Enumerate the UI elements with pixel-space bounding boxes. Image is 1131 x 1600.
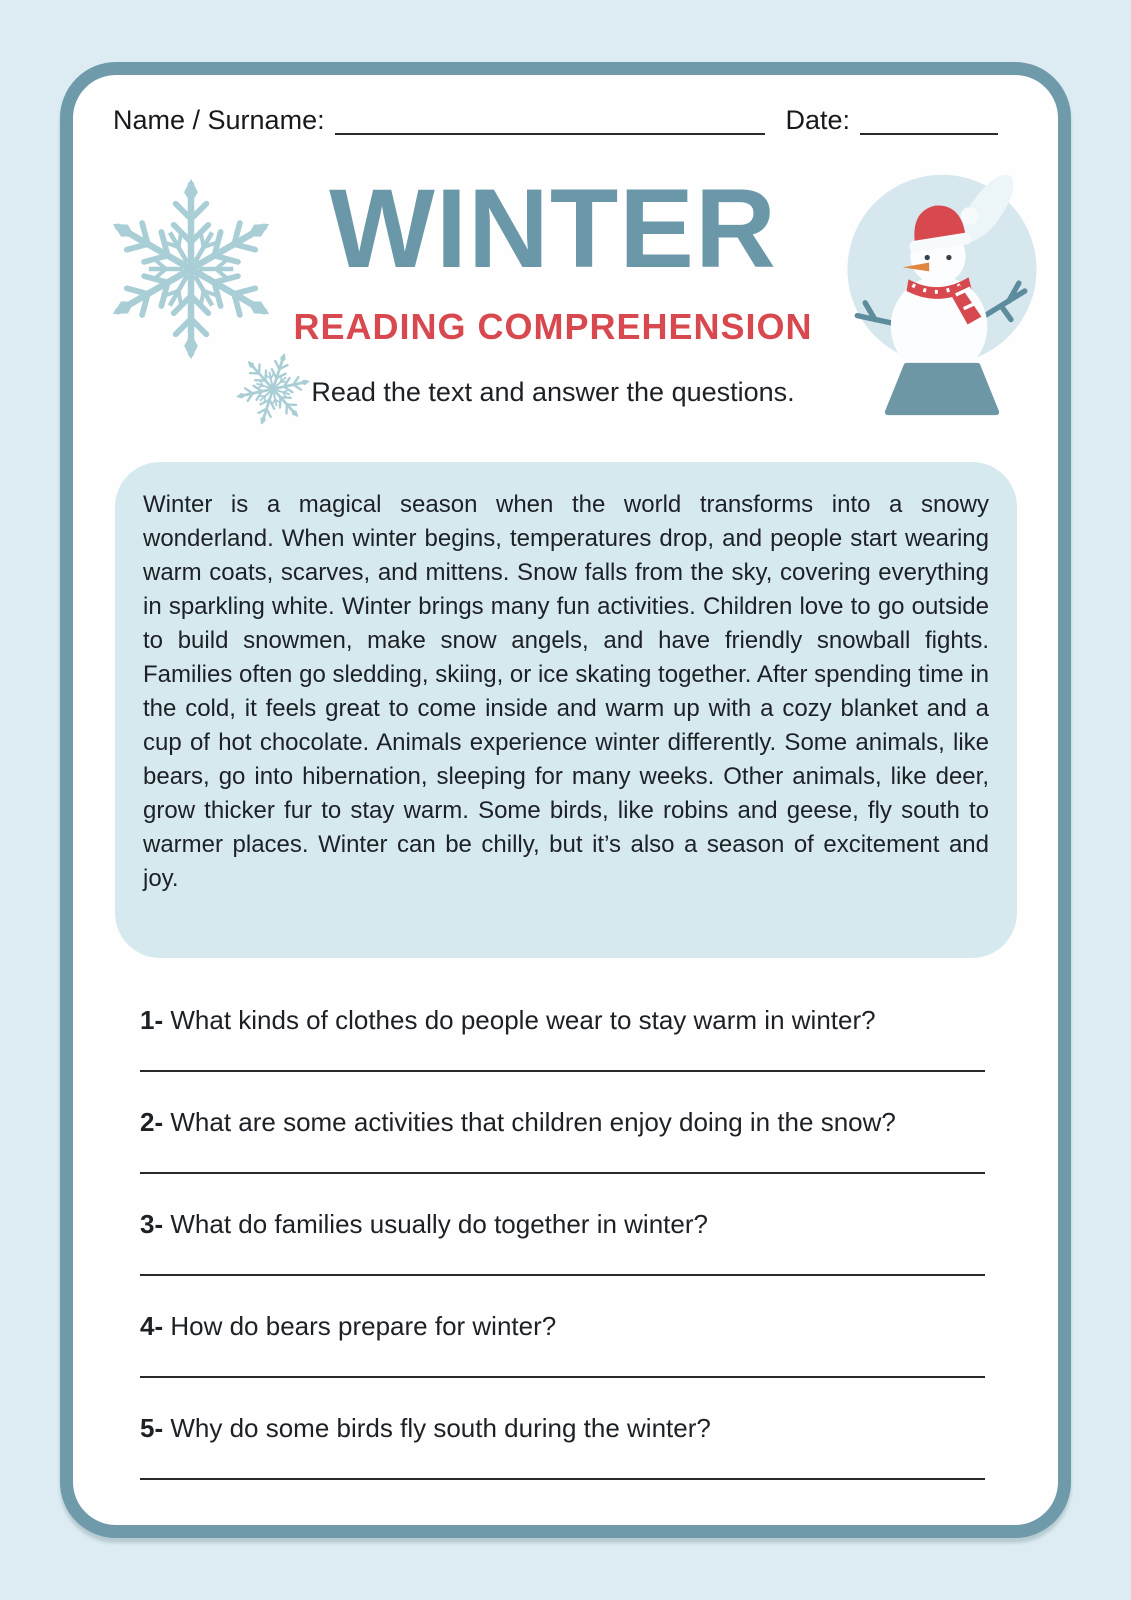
question-item — [140, 1107, 985, 1174]
answer-line[interactable] — [140, 1172, 985, 1174]
question-text: 2- What are some activities that children enjoy doing in the snow? — [140, 1107, 896, 1137]
question-number: 2- — [140, 1107, 164, 1137]
answer-line[interactable] — [140, 1070, 985, 1072]
question-number: 1- — [140, 1005, 164, 1035]
question-item — [140, 1209, 985, 1276]
question-item — [140, 1413, 985, 1480]
question-item — [140, 1311, 985, 1378]
page-title: WINTER — [329, 166, 777, 291]
header — [113, 103, 998, 137]
question-text: 4- How do bears prepare for winter? — [140, 1311, 557, 1341]
questions-list — [140, 1005, 985, 1515]
page-subtitle: READING COMPREHENSION — [293, 306, 813, 347]
question-item — [140, 1005, 985, 1072]
name-label: Name / Surname: — [113, 105, 325, 135]
snow-globe-snowman-icon — [843, 161, 1041, 423]
name-input-line[interactable] — [335, 103, 766, 135]
question-text: 1- What kinds of clothes do people wear to stay warm in winter? — [140, 1005, 876, 1035]
question-number: 4- — [140, 1311, 164, 1341]
question-text: 5- Why do some birds fly south during the winter? — [140, 1413, 711, 1443]
question-text: 3- What do families usually do together in winter? — [140, 1209, 708, 1239]
worksheet-card — [60, 62, 1071, 1538]
question-number: 3- — [140, 1209, 164, 1239]
reading-passage: Winter is a magical season when the world transforms into a snowy wonderland. When winter begins, temperatures drop, and people start wearing warm coats, scarves, and mittens. Snow falls from the sky, covering everything in sparkling white. Winter brings many fun activities. Children love to go outside to build snowmen, make snow angels, and have friendly snowball fights. Families often go sledding, skiing, or ice skating together. After spending time in the cold, it feels great to come inside and warm up with a cozy blanket and a cup of hot chocolate. Animals experience winter differently. Some animals, like bears, go into hibernation, sleeping for many weeks. Other animals, like deer, grow thicker fur to stay warm. Some birds, like robins and geese, fly south to warmer places. Winter can be chilly, but it’s also a season of excitement and joy. — [115, 462, 1017, 958]
instruction-text: Read the text and answer the questions. — [311, 376, 795, 407]
answer-line[interactable] — [140, 1274, 985, 1276]
date-label: Date: — [785, 105, 850, 135]
answer-line[interactable] — [140, 1478, 985, 1480]
title-block — [203, 166, 903, 408]
answer-line[interactable] — [140, 1376, 985, 1378]
question-number: 5- — [140, 1413, 164, 1443]
date-input-line[interactable] — [860, 103, 998, 135]
